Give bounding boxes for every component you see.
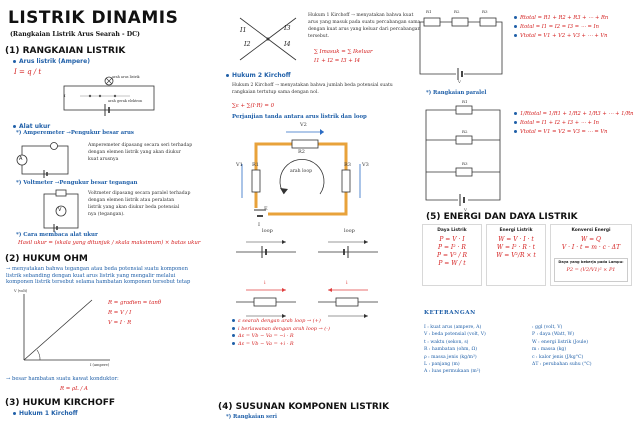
paralel-label-V: V bbox=[464, 207, 467, 212]
loop-label-E: E bbox=[264, 206, 268, 212]
paralel-formulas: 1/Rtotal = 1/R1 + 1/R2 + 1/R3 + ⋯ + 1/Rn Itotal = I1 + I2 + I3 + ⋯ + In Vtotal = V1 = V2 = V3 = ⋯ = Vn bbox=[514, 110, 633, 137]
kirchoff1-formula-2: I1 + I2 = I3 + I4 bbox=[314, 58, 361, 64]
bullet-dot-icon bbox=[514, 112, 517, 115]
node-label-I3: I3 bbox=[284, 24, 291, 32]
sign-label-i-2: i bbox=[346, 280, 348, 286]
hambatan-formula: R = ρL / A bbox=[60, 386, 88, 392]
paralel-label-R3: R3 bbox=[462, 161, 468, 166]
paralel-heading: *) Rangkaian paralel bbox=[426, 90, 487, 96]
seri-heading: *) Rangkaian seri bbox=[226, 414, 277, 420]
loop-label-R2: R2 bbox=[298, 149, 305, 155]
card-daya-lampu bbox=[554, 258, 628, 282]
section-1-heading: (1) RANGKAIAN LISTRIK bbox=[5, 46, 126, 56]
bullet-dot-icon bbox=[514, 130, 517, 133]
seri-formulas: Rtotal = R1 + R2 + R3 + ⋯ + Rn Itotal = I1 = I2 = I3 = ⋯ = In Vtotal = V1 + V2 + V3 + ⋯ + Vn bbox=[514, 14, 608, 41]
keterangan-right: : ggl (volt, V) P : daya (Watt, W) W : energi listrik (Joule) m : massa (kg) c : kalor jenis (J/kg°C) ΔT : perubahan suhu (°C) bbox=[532, 325, 592, 368]
amperemeter-symbol: A bbox=[19, 156, 23, 162]
sign-label-i-1: i bbox=[264, 280, 266, 286]
arus-bullet: Arus listrik (Ampere) bbox=[13, 58, 90, 65]
seri-label-V: V bbox=[458, 79, 461, 84]
voltmeter-description: Voltmeter dipasang secara paralel terhadap dengan elemen listrik atau peralatan listrik yang akan diukur beda potensial nya (tegangan). bbox=[88, 191, 191, 217]
card-konversi-body: W = Q V · I · t = m · c · ΔT bbox=[561, 236, 621, 251]
card-konversi-title: Konversi Energi bbox=[571, 228, 611, 233]
bullet-dot-icon bbox=[232, 319, 235, 322]
bullet-dot-icon bbox=[13, 412, 16, 415]
lampu-formula: P2 = (V2/V1)² × P1 bbox=[566, 267, 616, 273]
card-daya-title: Daya Listrik bbox=[437, 228, 467, 233]
lampu-title: Daya yang bekerja pada Lampu: bbox=[558, 260, 624, 264]
node-label-I1: I1 bbox=[240, 26, 247, 34]
ohm-graph-xlabel: I (ampere) bbox=[90, 363, 110, 367]
bullet-dot-icon bbox=[514, 16, 517, 19]
card-daya-body: P = V · I P = I² · R P = V² / R P = W / t bbox=[437, 236, 467, 267]
seri-circuit-diagram bbox=[416, 12, 506, 84]
loop-label-R1: R1 bbox=[252, 162, 259, 168]
ohm-formulas: R = gradien = tanθ R = V / I V = I · R bbox=[108, 300, 162, 326]
bullet-dot-icon bbox=[232, 334, 235, 337]
cara-baca-heading: *) Cara membaca alat ukur bbox=[16, 232, 98, 238]
loop-label-V2: V2 bbox=[300, 122, 307, 128]
keterangan-left: I : kuat arus (ampere, A) V : beda potensial (volt, V) t : waktu (sekon, s) R : hambatan (ohm, Ω) ρ : massa jenis (kg/m³) L : panjang (m) A : luas permukaan (m²) bbox=[424, 325, 486, 375]
bullet-dot-icon bbox=[226, 74, 229, 77]
loop-label-V3: V3 bbox=[362, 162, 369, 168]
kirchoff2-bullet: Hukum 2 Kirchoff bbox=[226, 72, 291, 79]
kirchoff2-formula: ∑ε + ∑(I·R) = 0 bbox=[232, 103, 275, 109]
alat-ukur-bullet: Alat ukur bbox=[13, 123, 50, 130]
circuit-label-I: I bbox=[64, 93, 66, 98]
node-label-I2: I2 bbox=[244, 40, 251, 48]
page-subtitle: (Rangkaian Listrik Arus Searah - DC) bbox=[10, 31, 140, 38]
circuit-label-arus: arah arus listrik bbox=[112, 75, 140, 79]
kirchoff2-caption: Perjanjian tanda antara arus listrik dan loop bbox=[232, 114, 367, 120]
loop-circuit-diagram bbox=[234, 124, 368, 232]
kirchoff2-description: Hukum 2 Kirchoff → menyatakan bahwa jumlah beda potensial suatu rangkaian tertutup sama dengan nol. bbox=[232, 83, 393, 95]
card-daya-listrik bbox=[422, 224, 482, 286]
kirchoff1-formula-1: ∑ Imasuk = ∑ Ikeluar bbox=[314, 49, 373, 55]
arus-formula: I = q / t bbox=[14, 68, 42, 76]
seri-label-R1: R1 bbox=[426, 9, 432, 14]
voltmeter-symbol: V bbox=[58, 207, 62, 213]
card-energi-body: W = V · I · t W = I² · R · t W = V²/R × t bbox=[496, 236, 536, 259]
paralel-circuit-diagram bbox=[420, 100, 506, 212]
hambatan-text: → besar hambatan suatu kawat konduktor: bbox=[6, 376, 119, 382]
kirchoff1-description: Hukum 1 Kirchoff → menyatakan bahwa kuat arus yang masuk pada suatu percabangan sama dengan kuat arus yang keluar dari percabangan tersebut. bbox=[308, 13, 421, 39]
seri-label-R2: R2 bbox=[454, 9, 460, 14]
bullet-dot-icon bbox=[514, 34, 517, 37]
card-energi-listrik bbox=[486, 224, 546, 286]
bullet-dot-icon bbox=[232, 327, 235, 330]
sign-rules: ε searah dengan arah loop → (+) i berlawanan dengan arah loop → (-) Δε = Vb − Va = −i · R Δε = Vb − Va = +i · R bbox=[232, 318, 330, 348]
circuit-label-elektron: arah gerak elektron bbox=[108, 99, 143, 103]
seri-label-R3: R3 bbox=[482, 9, 488, 14]
section-2-heading: (2) HUKUM OHM bbox=[5, 254, 88, 264]
bullet-dot-icon bbox=[13, 60, 16, 63]
ohm-graph-ylabel: V (volt) bbox=[14, 289, 28, 293]
loop-label-arah-loop: arah loop bbox=[290, 169, 313, 174]
section-4-heading: (4) SUSUNAN KOMPONEN LISTRIK bbox=[218, 402, 390, 412]
amperemeter-diagram bbox=[14, 142, 72, 178]
bullet-dot-icon bbox=[13, 125, 16, 128]
node-label-I4: I4 bbox=[284, 40, 291, 48]
sign-label-loop-2: loop bbox=[344, 228, 355, 234]
keterangan-heading: KETERANGAN bbox=[424, 310, 476, 316]
bullet-dot-icon bbox=[514, 25, 517, 28]
amperemeter-description: Amperemeter dipasang secara seri terhadap dengan elemen listrik yang akan diukur kuat arusnya bbox=[88, 143, 193, 162]
bullet-dot-icon bbox=[514, 121, 517, 124]
loop-label-V1: V1 bbox=[236, 162, 243, 168]
bullet-dot-icon bbox=[232, 342, 235, 345]
voltmeter-heading: *) Voltmeter →Pengukur besar tegangan bbox=[16, 180, 138, 186]
paralel-label-R2: R2 bbox=[462, 129, 468, 134]
kirchoff1-node-diagram bbox=[236, 12, 300, 66]
loop-label-I: I bbox=[258, 222, 260, 228]
loop-label-R3: R3 bbox=[344, 162, 351, 168]
section-5-heading: (5) ENERGI DAN DAYA LISTRIK bbox=[426, 212, 578, 222]
cara-baca-formula: Hasil ukur = (skala yang ditunjuk / skala maksimum) × batas ukur bbox=[18, 240, 201, 246]
section-3-heading: (3) HUKUM KIRCHOFF bbox=[5, 398, 116, 408]
sign-label-loop-1: loop bbox=[262, 228, 273, 234]
kirchoff1-bullet-left: Hukum 1 Kirchoff bbox=[13, 410, 78, 417]
ohm-description: → menyatakan bahwa tegangan atau beda potensial suatu komponen listrik sebanding dengan kuat arus listrik yang mengalir melalui komponen listrik tersebut selama hambatan komponen tersebut tetap bbox=[6, 266, 191, 286]
card-energi-title: Energi Listrik bbox=[499, 228, 533, 233]
ohm-graph bbox=[14, 290, 114, 366]
page-title: LISTRIK DINAMIS bbox=[8, 8, 179, 28]
paralel-label-R1: R1 bbox=[462, 99, 468, 104]
amperemeter-heading: *) Amperemeter →Pengukur besar arus bbox=[16, 130, 134, 136]
